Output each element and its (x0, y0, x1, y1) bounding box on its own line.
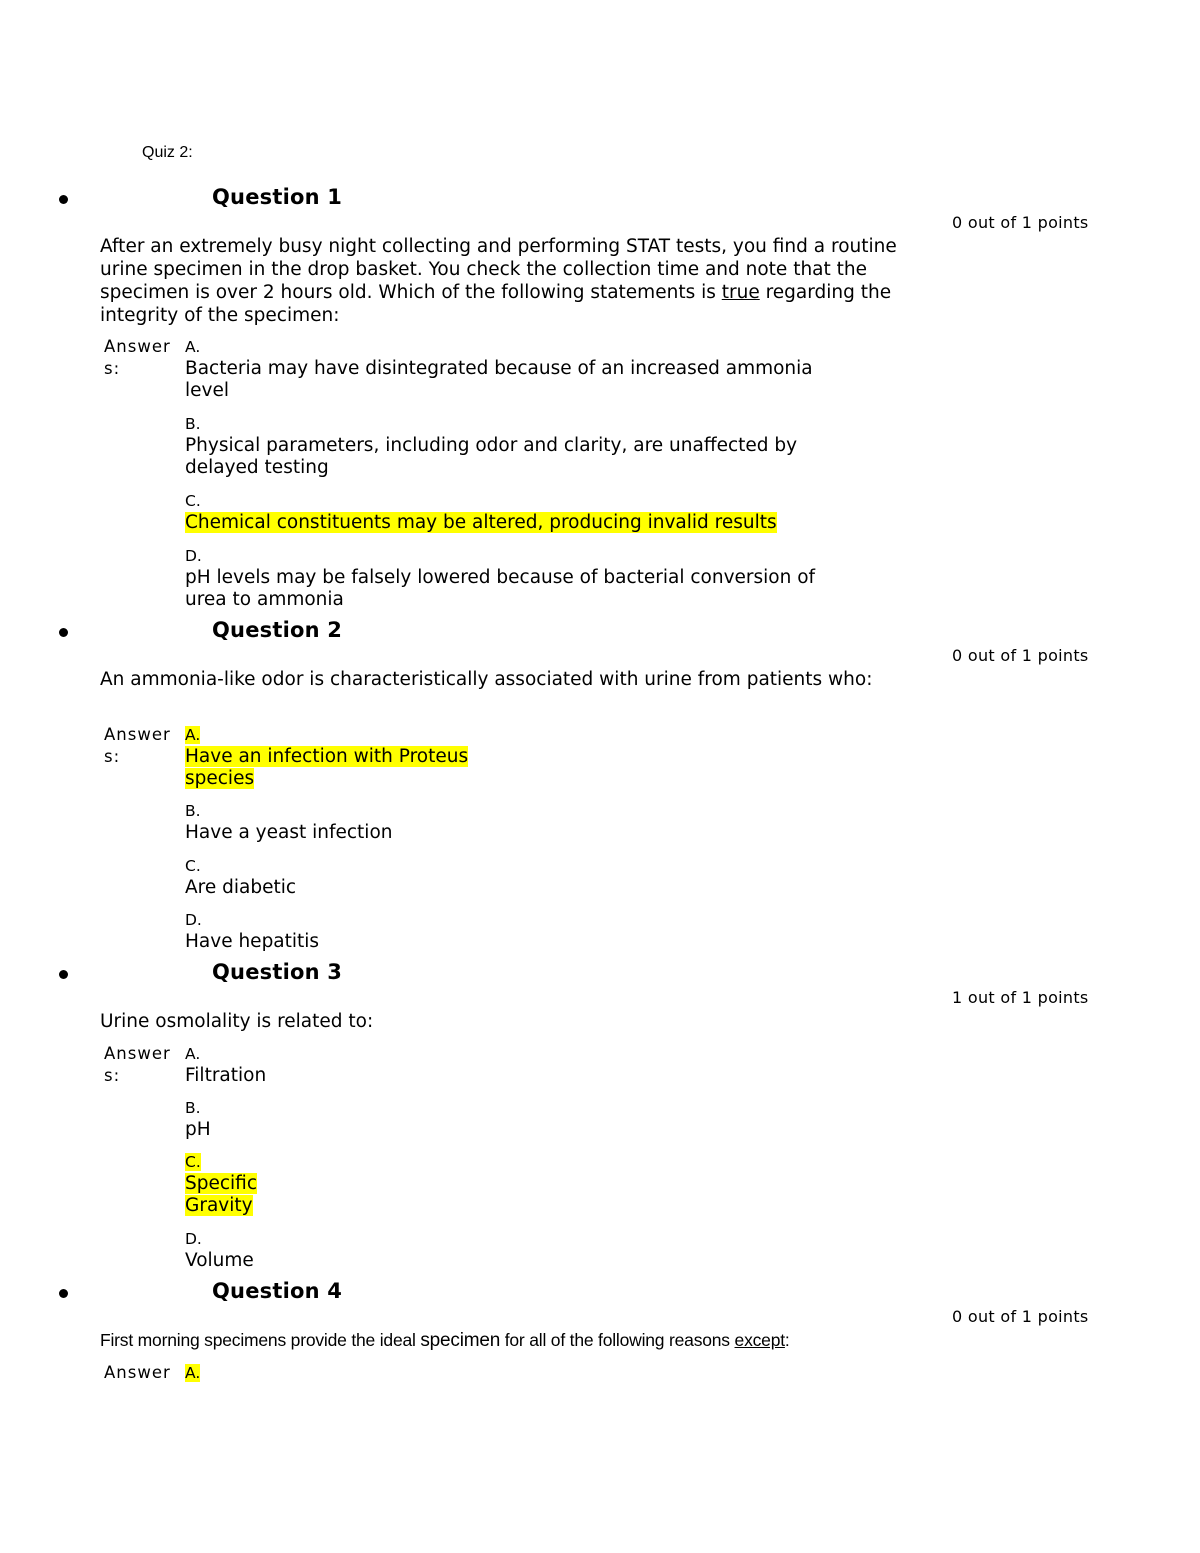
answer-option-c[interactable]: C. Are diabetic (185, 857, 297, 898)
answer-option-b[interactable]: B. Have a yeast infection (185, 802, 393, 843)
points-label: 0 out of 1 points (952, 213, 1089, 232)
question-text: After an extremely busy night collecting and performing STAT tests, you find a routine urine specimen in the drop basket. You check the collection time and note that the specimen is over 2 hours old. Which of the following statements is true regarding the integrity of the specimen: (100, 236, 897, 326)
answer-option-d[interactable]: D. Have hepatitis (185, 911, 320, 952)
question-title: Question 3 (212, 960, 343, 984)
answers-label: Answer s: (104, 337, 171, 378)
bullet-icon (59, 970, 68, 979)
bullet-icon (59, 1289, 68, 1298)
question-title: Question 4 (212, 1279, 343, 1303)
bullet-icon (59, 628, 68, 637)
answers-label: Answer s: (104, 725, 171, 766)
points-label: 1 out of 1 points (952, 988, 1089, 1007)
answers-label: Answer s: (104, 1044, 171, 1085)
answer-option-a[interactable]: A. Filtration (185, 1045, 267, 1086)
answer-option-b[interactable]: B. Physical parameters, including odor and clarity, are unaffected by delayed testing (185, 415, 798, 478)
answer-option-a[interactable]: A. Bacteria may have disintegrated because of an increased ammonia level (185, 338, 813, 401)
answer-option-b[interactable]: B. pH (185, 1099, 211, 1140)
question-title: Question 1 (212, 185, 343, 209)
answer-option-c[interactable]: C. Chemical constituents may be altered, producing invalid results (185, 492, 777, 533)
answers-label: Answer (104, 1363, 171, 1382)
answer-option-a[interactable]: A. Have an infection with Proteus species (185, 726, 469, 789)
answer-option-a[interactable]: A. (185, 1364, 201, 1382)
points-label: 0 out of 1 points (952, 1307, 1089, 1326)
bullet-icon (59, 195, 68, 204)
question-text: First morning specimens provide the ideal specimen for all of the following reasons except: (100, 1330, 790, 1351)
quiz-title: Quiz 2: (142, 144, 193, 161)
answer-option-d[interactable]: D. pH levels may be falsely lowered because of bacterial conversion of urea to ammonia (185, 547, 816, 610)
answer-option-c[interactable]: C. Specific Gravity (185, 1153, 258, 1216)
question-title: Question 2 (212, 618, 343, 642)
question-text: An ammonia-like odor is characteristically associated with urine from patients who: (100, 669, 873, 690)
points-label: 0 out of 1 points (952, 646, 1089, 665)
answer-option-d[interactable]: D. Volume (185, 1230, 254, 1271)
question-text: Urine osmolality is related to: (100, 1011, 374, 1032)
